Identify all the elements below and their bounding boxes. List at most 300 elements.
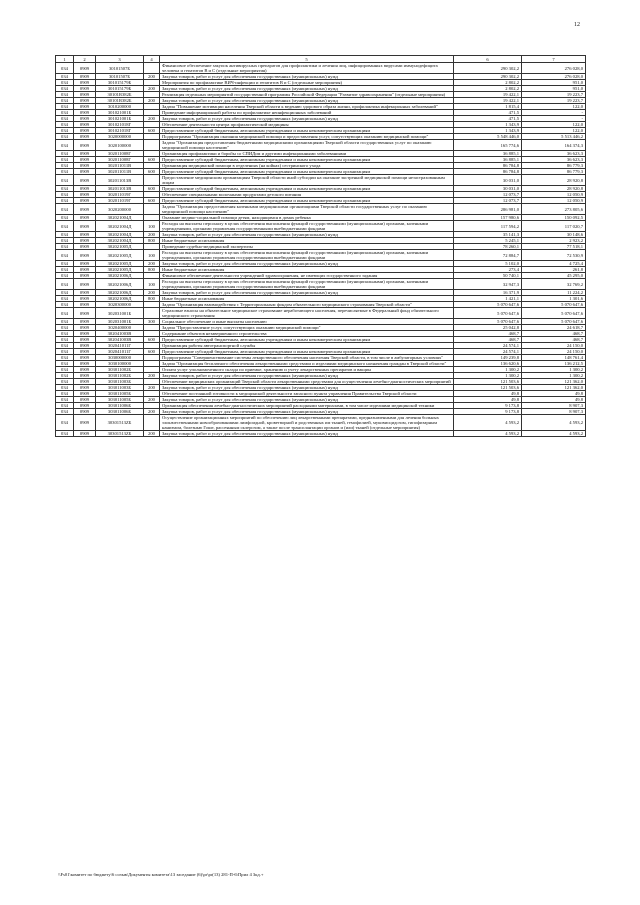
amount-2016-cell: 9 173,8: [454, 409, 522, 415]
amount-2017-cell: 24 150,0: [522, 349, 586, 355]
section-code-cell: 0909: [74, 74, 96, 80]
amount-2016-cell: 32 947,3: [454, 279, 522, 290]
item-name-cell: Иные бюджетные ассигнования: [160, 296, 454, 302]
section-code-cell: 0909: [74, 186, 96, 192]
item-name-cell: Осуществление организационных мероприятий по обеспечению лиц лекарственными препаратами, предназначенными для лечения больных злокачественными новообразованиями лимфоидной, кроветворной и родственных им тканей, гемофилией, муковисцидозом, гипофизарным нанизмом, болезнью Гоше, рассеянным склерозом, а также после трансплантации органов и (или) тканей (отдельные мероприятия): [160, 415, 454, 431]
expense-type-cell: 600: [144, 128, 160, 134]
amount-2016-cell: 1 300,2: [454, 367, 522, 373]
table-row: [56, 279, 586, 290]
item-name-cell: Обеспечение деятельности центра профилактической медицины: [160, 122, 454, 128]
target-article-cell: 303011002Б: [96, 367, 144, 373]
section-code-cell: 0909: [74, 379, 96, 385]
expense-type-cell: [144, 63, 160, 74]
item-name-cell: Социальное обеспечение и иные выплаты населению: [160, 319, 454, 325]
amount-2016-cell: 72 884,7: [454, 250, 522, 261]
target-article-cell: 3020300000: [96, 302, 144, 308]
target-article-cell: 302021004Д: [96, 232, 144, 238]
item-name-cell: Предоставление субсидий бюджетным, автономным учреждениям и иным некоммерческим организациям: [160, 349, 454, 355]
item-name-cell: Организация медицинской помощи в отделениях (на койках) сестринского ухода: [160, 163, 454, 169]
ministry-code-cell: 034: [56, 367, 74, 373]
ministry-code-cell: 034: [56, 204, 74, 215]
amount-2016-cell: 19 422,1: [454, 92, 522, 98]
item-name-cell: Иные бюджетные ассигнования: [160, 267, 454, 273]
ministry-code-cell: 034: [56, 261, 74, 267]
section-code-cell: 0909: [74, 238, 96, 244]
amount-2016-cell: 36 885,1: [454, 151, 522, 157]
amount-2016-cell: 471,5: [454, 116, 522, 122]
amount-2017-cell: 121 362,0: [522, 385, 586, 391]
target-article-cell: 302021006Д: [96, 273, 144, 279]
section-code-cell: 0909: [74, 110, 96, 116]
amount-2017-cell: 72 530,9: [522, 250, 586, 261]
item-name-cell: Закупка товаров, работ и услуг для обеспечения государственных (муниципальных) нужд: [160, 98, 454, 104]
ministry-code-cell: 034: [56, 302, 74, 308]
amount-2017-cell: 1 301,6: [522, 296, 586, 302]
ministry-code-cell: 034: [56, 431, 74, 437]
amount-2016-cell: 12 073,7: [454, 192, 522, 198]
target-article-cell: 302021005Д: [96, 267, 144, 273]
target-article-cell: 30301513ZБ: [96, 431, 144, 437]
ministry-code-cell: 034: [56, 151, 74, 157]
target-article-cell: 303011002Б: [96, 373, 144, 379]
amount-2016-cell: 4 593,2: [454, 415, 522, 431]
section-code-cell: 0909: [74, 140, 96, 151]
section-code-cell: 0909: [74, 308, 96, 319]
amount-2016-cell: 9 173,8: [454, 403, 522, 409]
item-name-cell: Обеспечение специальными молочными продуктами детского питания: [160, 192, 454, 198]
item-name-cell: Задача "Повышение мотивации населения Тверской области к ведению здорового образа жизни, профилактика инфекционных заболеваний": [160, 104, 454, 110]
ministry-code-cell: 034: [56, 238, 74, 244]
expense-type-cell: 200: [144, 373, 160, 379]
section-code-cell: 0909: [74, 409, 96, 415]
amount-2016-cell: 468,7: [454, 337, 522, 343]
ministry-code-cell: 034: [56, 215, 74, 221]
ministry-code-cell: 034: [56, 232, 74, 238]
amount-2016-cell: 471,5: [454, 110, 522, 116]
target-article-cell: 302021005Д: [96, 261, 144, 267]
amount-2017-cell: 45 295,0: [522, 273, 586, 279]
target-article-cell: 3020400000: [96, 325, 144, 331]
expense-type-cell: [144, 415, 160, 431]
amount-2016-cell: 50 740,1: [454, 273, 522, 279]
item-name-cell: Закупка товаров, работ и услуг для обеспечения государственных (муниципальных) нужд: [160, 232, 454, 238]
amount-2017-cell: 30 148,6: [522, 232, 586, 238]
target-article-cell: 302011019Г: [96, 198, 144, 204]
expense-type-cell: 800: [144, 267, 160, 273]
section-code-cell: 0909: [74, 261, 96, 267]
amount-2016-cell: 5 245,1: [454, 238, 522, 244]
item-name-cell: Организация обеспечения лечебно-диагностических мероприятий расходными материалами, в том числе изделиями медицинской техники: [160, 403, 454, 409]
amount-2017-cell: 1 300,2: [522, 373, 586, 379]
item-name-cell: Финансовое обеспечение закупок антивирусных препаратов для профилактики и лечения лиц, инфицированных вирусами иммунодефицита человека и гепатитов В и С (отдельные мероприятия): [160, 63, 454, 74]
target-article-cell: 302041003В: [96, 331, 144, 337]
item-name-cell: Организация профилактики и борьбы со СПИДом и другими инфекционными заболеваниями: [160, 151, 454, 157]
item-name-cell: Предоставление субсидий бюджетным, автономным учреждениям и иным некоммерческим организациям: [160, 169, 454, 175]
section-code-cell: 0909: [74, 86, 96, 92]
amount-2017-cell: 4 593,2: [522, 431, 586, 437]
expense-type-cell: 100: [144, 279, 160, 290]
item-name-cell: Закупка товаров, работ и услуг для обеспечения государственных (муниципальных) нужд: [160, 409, 454, 415]
amount-2016-cell: 24 574,1: [454, 343, 522, 349]
column-header: 3: [96, 56, 144, 63]
amount-2016-cell: 5 102,0: [454, 261, 522, 267]
ministry-code-cell: 034: [56, 186, 74, 192]
ministry-code-cell: 034: [56, 355, 74, 361]
expense-type-cell: 200: [144, 86, 160, 92]
table-row: [56, 415, 586, 431]
expense-type-cell: 600: [144, 169, 160, 175]
expense-type-cell: 600: [144, 198, 160, 204]
item-name-cell: Проведение информационной работы по профилактике неинфекционных заболеваний: [160, 110, 454, 116]
amount-2016-cell: 2 802,2: [454, 80, 522, 86]
amount-2017-cell: 5 513 446,2: [522, 134, 586, 140]
section-code-cell: 0909: [74, 163, 96, 169]
amount-2017-cell: 150 092,5: [522, 215, 586, 221]
target-article-cell: 302021005Д: [96, 250, 144, 261]
item-name-cell: Организация работы автотранспортной службы: [160, 343, 454, 349]
target-article-cell: 302041011Г: [96, 343, 144, 349]
amount-2017-cell: 122,0: [522, 104, 586, 110]
target-article-cell: 302021004Д: [96, 215, 144, 221]
amount-2017-cell: 12 050,9: [522, 198, 586, 204]
table-row: [56, 63, 586, 74]
section-code-cell: 0909: [74, 134, 96, 140]
section-code-cell: 0909: [74, 169, 96, 175]
amount-2016-cell: 49,8: [454, 391, 522, 397]
item-name-cell: Предоставление субсидий бюджетным, автономным учреждениям и иным некоммерческим организациям: [160, 157, 454, 163]
amount-2016-cell: 5 548 446,0: [454, 134, 522, 140]
amount-2017-cell: 11 224,2: [522, 290, 586, 296]
expense-type-cell: [144, 308, 160, 319]
target-article-cell: 302011019Г: [96, 192, 144, 198]
item-name-cell: Содержание объектов незавершенного строительства: [160, 331, 454, 337]
target-article-cell: 302021006Д: [96, 296, 144, 302]
item-name-cell: Закупка товаров, работ и услуг для обеспечения государственных (муниципальных) нужд: [160, 397, 454, 403]
amount-2017-cell: 28 920,8: [522, 175, 586, 186]
section-code-cell: 0909: [74, 98, 96, 104]
amount-2017-cell: 4 593,2: [522, 415, 586, 431]
amount-2017-cell: 24 618,7: [522, 325, 586, 331]
item-name-cell: Закупка товаров, работ и услуг для обеспечения государственных (муниципальных) нужд: [160, 116, 454, 122]
item-name-cell: Проведение судебно-медицинской экспертизы: [160, 244, 454, 250]
section-code-cell: 0909: [74, 273, 96, 279]
ministry-code-cell: 034: [56, 337, 74, 343]
section-code-cell: 0909: [74, 198, 96, 204]
section-code-cell: 0909: [74, 391, 96, 397]
amount-2017-cell: 468,7: [522, 331, 586, 337]
amount-2017-cell: -: [522, 110, 586, 116]
expense-type-cell: 100: [144, 221, 160, 232]
table-row: [56, 431, 586, 437]
item-name-cell: Оплата услуг уполномоченного склада по приемке, хранению и учету лекарственных препаратов и вакцин: [160, 367, 454, 373]
amount-2016-cell: 468,7: [454, 331, 522, 337]
section-code-cell: 0909: [74, 151, 96, 157]
expense-type-cell: [144, 140, 160, 151]
ministry-code-cell: 034: [56, 397, 74, 403]
expense-type-cell: 200: [144, 232, 160, 238]
target-article-cell: 302011008Г: [96, 157, 144, 163]
amount-2016-cell: 12 073,7: [454, 198, 522, 204]
target-article-cell: 3030100000: [96, 361, 144, 367]
amount-2016-cell: 36 885,1: [454, 157, 522, 163]
section-code-cell: 0909: [74, 397, 96, 403]
amount-2017-cell: 276 028,0: [522, 74, 586, 80]
item-name-cell: Закупка товаров, работ и услуг для обеспечения государственных (муниципальных) нужд: [160, 261, 454, 267]
column-header: 5: [160, 56, 454, 63]
item-name-cell: Закупка товаров, работ и услуг для обеспечения государственных (муниципальных) нужд: [160, 290, 454, 296]
item-name-cell: Задача "Организация бесплатного обеспечения лекарственными средствами и изделиями медицинского назначения граждан в Тверской области": [160, 361, 454, 367]
amount-2016-cell: 1 300,2: [454, 373, 522, 379]
expense-type-cell: 600: [144, 157, 160, 163]
item-name-cell: Подпрограмма "Совершенствование системы лекарственного обеспечения населения Тверской области, в том числе в амбулаторных условиях": [160, 355, 454, 361]
table-row: [56, 204, 586, 215]
expense-type-cell: 200: [144, 290, 160, 296]
amount-2017-cell: 19 223,7: [522, 92, 586, 98]
column-header: 1: [56, 56, 74, 63]
ministry-code-cell: 034: [56, 86, 74, 92]
item-name-cell: Закупка товаров, работ и услуг для обеспечения государственных (муниципальных) нужд: [160, 373, 454, 379]
budget-table: [55, 55, 586, 437]
amount-2016-cell: 35 141,3: [454, 232, 522, 238]
amount-2016-cell: 2 802,2: [454, 86, 522, 92]
section-code-cell: 0909: [74, 319, 96, 325]
amount-2017-cell: 951,0: [522, 80, 586, 86]
amount-2017-cell: 164 374,3: [522, 140, 586, 151]
amount-2017-cell: 77 518,1: [522, 244, 586, 250]
target-article-cell: 302021006Д: [96, 279, 144, 290]
amount-2016-cell: 149 239,8: [454, 355, 522, 361]
ministry-code-cell: 034: [56, 157, 74, 163]
section-code-cell: 0909: [74, 343, 96, 349]
section-code-cell: 0909: [74, 367, 96, 373]
item-name-cell: Страховые взносы на обязательное медицинское страхование неработающего населения, перечисляемые в Федеральный фонд обязательного медицинского страхования: [160, 308, 454, 319]
section-code-cell: 0909: [74, 104, 96, 110]
ministry-code-cell: 034: [56, 385, 74, 391]
item-name-cell: Предоставление субсидий бюджетным, автономным учреждениям и иным некоммерческим организациям: [160, 128, 454, 134]
amount-2017-cell: 261,8: [522, 267, 586, 273]
section-code-cell: 0909: [74, 361, 96, 367]
item-name-cell: Предоставление субсидий бюджетным, автономным учреждениям и иным некоммерческим организациям: [160, 198, 454, 204]
item-name-cell: Расходы на выплаты персоналу в целях обеспечения выполнения функций государственными (муниципальными) органами, казенными учреждениями, органами управления государственными внебюджетными фондами: [160, 250, 454, 261]
ministry-code-cell: 034: [56, 391, 74, 397]
target-article-cell: 3020000000: [96, 134, 144, 140]
item-name-cell: Подпрограмма "Организация оказания медицинской помощи и предоставления услуг, сопутствующих оказанию медицинской помощи": [160, 134, 454, 140]
section-code-cell: 0909: [74, 192, 96, 198]
target-article-cell: 302011013В: [96, 175, 144, 186]
target-article-cell: 302011011В: [96, 163, 144, 169]
ministry-code-cell: 034: [56, 175, 74, 186]
ministry-code-cell: 034: [56, 80, 74, 86]
expense-type-cell: [144, 175, 160, 186]
amount-2016-cell: 19 422,1: [454, 98, 522, 104]
item-name-cell: Предоставление медицинским организациям Тверской области иной субсидии на оказание экстренной медицинской помощи незастрахованным лицам: [160, 175, 454, 186]
expense-type-cell: 200: [144, 116, 160, 122]
target-article-cell: 3010200000: [96, 104, 144, 110]
section-code-cell: 0909: [74, 232, 96, 238]
target-article-cell: 302021004Д: [96, 238, 144, 244]
amount-2016-cell: 1 343,9: [454, 122, 522, 128]
ministry-code-cell: 034: [56, 104, 74, 110]
target-article-cell: 30101R382Б: [96, 98, 144, 104]
item-name-cell: Финансовое обеспечение деятельности учреждений здравоохранения, не имеющих государственного задания: [160, 273, 454, 279]
expense-type-cell: 200: [144, 74, 160, 80]
ministry-code-cell: 034: [56, 250, 74, 261]
target-article-cell: 303011006Б: [96, 403, 144, 409]
section-code-cell: 0909: [74, 128, 96, 134]
expense-type-cell: 200: [144, 261, 160, 267]
item-name-cell: Предоставление субсидий бюджетным, автономным учреждениям и иным некоммерческим организациям: [160, 337, 454, 343]
amount-2016-cell: 16 371,9: [454, 290, 522, 296]
expense-type-cell: 200: [144, 385, 160, 391]
amount-2017-cell: 1 300,2: [522, 367, 586, 373]
ministry-code-cell: 034: [56, 343, 74, 349]
expense-type-cell: 100: [144, 250, 160, 261]
page-number: 12: [574, 22, 580, 28]
expense-type-cell: 200: [144, 431, 160, 437]
target-article-cell: 30301513ZБ: [96, 415, 144, 431]
ministry-code-cell: 034: [56, 169, 74, 175]
target-article-cell: 3030000000: [96, 355, 144, 361]
amount-2017-cell: 49,8: [522, 397, 586, 403]
table-row: [56, 140, 586, 151]
amount-2016-cell: 1 815,4: [454, 104, 522, 110]
expense-type-cell: 800: [144, 296, 160, 302]
table-body: [56, 63, 586, 437]
amount-2017-cell: 951,0: [522, 86, 586, 92]
target-article-cell: 303011006Б: [96, 409, 144, 415]
target-article-cell: 301021001Б: [96, 110, 144, 116]
expense-type-cell: 200: [144, 409, 160, 415]
amount-2017-cell: 122,0: [522, 128, 586, 134]
section-code-cell: 0909: [74, 157, 96, 163]
section-code-cell: 0909: [74, 267, 96, 273]
target-article-cell: 301021018Г: [96, 128, 144, 134]
amount-2016-cell: 5 070 647,6: [454, 319, 522, 325]
amount-2017-cell: 8 907,3: [522, 409, 586, 415]
column-header: 4: [144, 56, 160, 63]
amount-2016-cell: 4 593,2: [454, 431, 522, 437]
ministry-code-cell: 034: [56, 319, 74, 325]
amount-2016-cell: 165 774,6: [454, 140, 522, 151]
section-code-cell: 0909: [74, 355, 96, 361]
target-article-cell: 30101507Б: [96, 63, 144, 74]
ministry-code-cell: 034: [56, 403, 74, 409]
column-header: 7: [522, 56, 586, 63]
ministry-code-cell: 034: [56, 373, 74, 379]
table-row: [56, 308, 586, 319]
ministry-code-cell: 034: [56, 308, 74, 319]
amount-2016-cell: 136 620,6: [454, 361, 522, 367]
target-article-cell: 302031001Б: [96, 319, 144, 325]
section-code-cell: 0909: [74, 221, 96, 232]
amount-2017-cell: 8 907,3: [522, 403, 586, 409]
expense-type-cell: 300: [144, 319, 160, 325]
amount-2016-cell: 30 031,0: [454, 186, 522, 192]
section-code-cell: 0909: [74, 349, 96, 355]
section-code-cell: 0909: [74, 116, 96, 122]
section-code-cell: 0909: [74, 122, 96, 128]
section-code-cell: 0909: [74, 415, 96, 431]
item-name-cell: Расходы на выплаты персоналу в целях обеспечения выполнения функций государственными (муниципальными) органами, казенными учреждениями, органами управления государственными внебюджетными фондами: [160, 279, 454, 290]
amount-2017-cell: 19 223,7: [522, 98, 586, 104]
section-code-cell: 0909: [74, 215, 96, 221]
target-article-cell: 30101507Б: [96, 74, 144, 80]
ministry-code-cell: 034: [56, 331, 74, 337]
amount-2017-cell: 36 623,3: [522, 151, 586, 157]
ministry-code-cell: 034: [56, 163, 74, 169]
section-code-cell: 0909: [74, 385, 96, 391]
column-header: 6: [454, 56, 522, 63]
amount-2017-cell: 24 150,0: [522, 343, 586, 349]
ministry-code-cell: 034: [56, 98, 74, 104]
section-code-cell: 0909: [74, 373, 96, 379]
amount-2016-cell: 1 421,1: [454, 296, 522, 302]
target-article-cell: 30101R382Б: [96, 92, 144, 98]
section-code-cell: 0909: [74, 331, 96, 337]
amount-2016-cell: 86 784,8: [454, 169, 522, 175]
item-name-cell: Расходы на выплаты персоналу в целях обеспечения выполнения функций государственными (муниципальными) органами, казенными учреждениями, органами управления государственными внебюджетными фондами: [160, 221, 454, 232]
section-code-cell: 0909: [74, 92, 96, 98]
ministry-code-cell: 034: [56, 110, 74, 116]
ministry-code-cell: 034: [56, 140, 74, 151]
target-article-cell: 302041011Г: [96, 349, 144, 355]
section-code-cell: 0909: [74, 244, 96, 250]
amount-2016-cell: 290 302,2: [454, 74, 522, 80]
amount-2016-cell: 78 260,1: [454, 244, 522, 250]
section-code-cell: 0909: [74, 431, 96, 437]
target-article-cell: 3020100000: [96, 140, 144, 151]
amount-2017-cell: 36 623,3: [522, 157, 586, 163]
target-article-cell: 303011005Б: [96, 397, 144, 403]
ministry-code-cell: 034: [56, 273, 74, 279]
expense-type-cell: 600: [144, 186, 160, 192]
amount-2016-cell: 273,4: [454, 267, 522, 273]
target-article-cell: 3020200000: [96, 204, 144, 215]
amount-2016-cell: 157 980,6: [454, 215, 522, 221]
amount-2017-cell: 28 920,8: [522, 186, 586, 192]
target-article-cell: 302011013В: [96, 186, 144, 192]
target-article-cell: 302031001Б: [96, 308, 144, 319]
table-row: [56, 175, 586, 186]
section-code-cell: 0909: [74, 403, 96, 409]
ministry-code-cell: 034: [56, 349, 74, 355]
target-article-cell: 302041003В: [96, 337, 144, 343]
item-name-cell: Иные бюджетные ассигнования: [160, 238, 454, 244]
ministry-code-cell: 034: [56, 267, 74, 273]
amount-2017-cell: 273 805,6: [522, 204, 586, 215]
item-name-cell: Закупка товаров, работ и услуг для обеспечения государственных (муниципальных) нужд: [160, 74, 454, 80]
item-name-cell: Мероприятия по профилактике ВИЧ-инфекции и гепатитов В и С (отдельные мероприятия): [160, 80, 454, 86]
section-code-cell: 0909: [74, 63, 96, 74]
section-code-cell: 0909: [74, 325, 96, 331]
amount-2017-cell: -: [522, 116, 586, 122]
expense-type-cell: 200: [144, 98, 160, 104]
item-name-cell: Реализация отдельных мероприятий государственной программы Российской Федерации "Развитие здравоохранения" (отдельные мероприятия): [160, 92, 454, 98]
amount-2016-cell: 5 070 647,6: [454, 302, 522, 308]
section-code-cell: 0909: [74, 250, 96, 261]
ministry-code-cell: 034: [56, 92, 74, 98]
item-name-cell: Закупка товаров, работ и услуг для обеспечения государственных (муниципальных) нужд: [160, 385, 454, 391]
section-code-cell: 0909: [74, 337, 96, 343]
section-code-cell: 0909: [74, 302, 96, 308]
column-header: 2: [74, 56, 96, 63]
target-article-cell: 302021005Д: [96, 244, 144, 250]
amount-2016-cell: 24 574,1: [454, 349, 522, 355]
item-name-cell: Закупка товаров, работ и услуг для обеспечения государственных (муниципальных) нужд: [160, 86, 454, 92]
amount-2017-cell: 49,8: [522, 391, 586, 397]
ministry-code-cell: 034: [56, 296, 74, 302]
ministry-code-cell: 034: [56, 122, 74, 128]
